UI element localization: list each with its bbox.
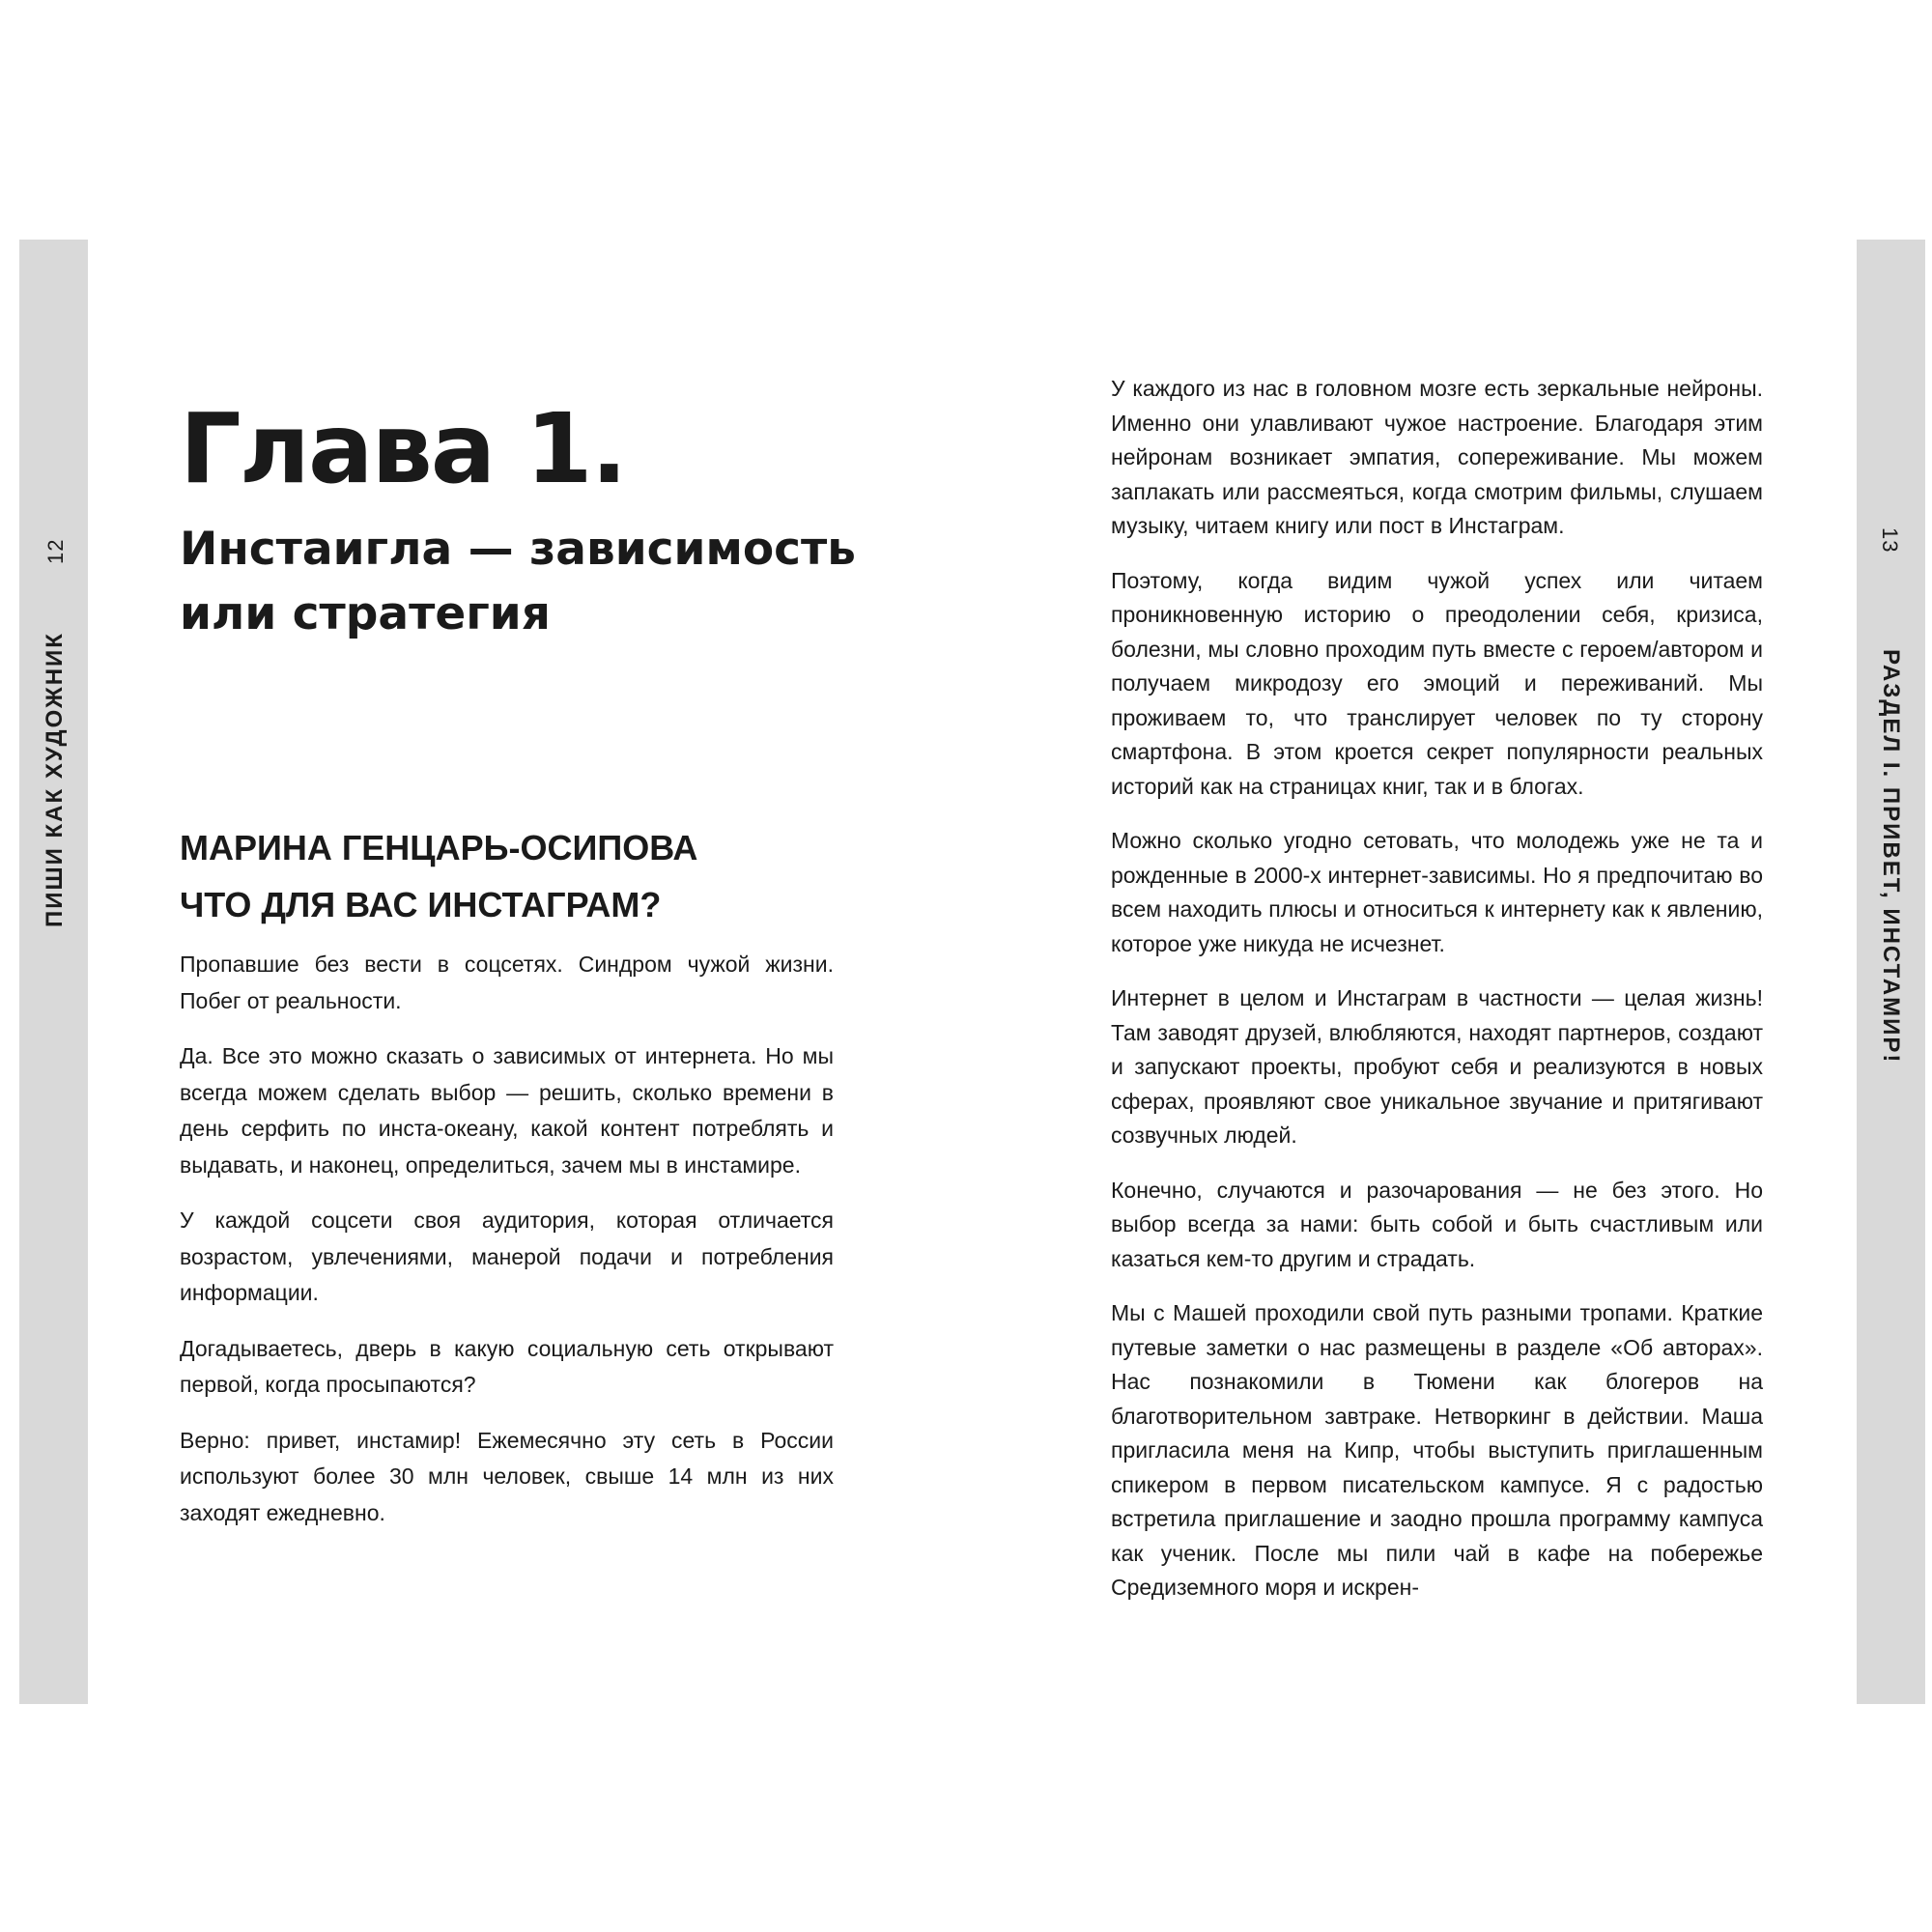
paragraph: Можно сколько угодно сетовать, что молодежь уже не та и рожденные в 2000-х интернет-зависимы. Но я предпочитаю во всем находить плюсы и относиться к интернету как к явлению, которое уже никуда не исчезнет. — [1111, 828, 1763, 956]
paragraph: Да. Все это можно сказать о зависимых от интернета. Но мы всегда можем сделать выбор — решить, сколько времени в день серфить по инста-океану, какой контент потреблять и выдавать, и наконец, определиться, зачем мы в инстамире. — [180, 1043, 834, 1178]
chapter-title: Инстаигла — зависимость или стратегия — [180, 523, 856, 640]
paragraph: Мы с Машей проходили свой путь разными тропами. Краткие путевые заметки о нас размещены в разделе «Об авторах». Нас познакомили в Тюмени как блогеров на благотворительном завтраке. Нетворкинг в действии. Маша пригласила меня на Кипр, чтобы выступить приглашенным спикером в первом писательском кампусе. Я с радостью встретила приглашение и заодно прошла программу кампуса как ученик. После мы пили чай в кафе на побережье Средиземного моря и искрен- — [1111, 1300, 1763, 1600]
running-head-left: ПИШИ КАК ХУДОЖНИК — [41, 632, 68, 927]
paragraph: У каждой соцсети своя аудитория, которая отличается возрастом, увлечениями, манерой подачи и потребления информации. — [180, 1208, 834, 1305]
section-question: ЧТО ДЛЯ ВАС ИНСТАГРАМ? — [180, 885, 662, 924]
paragraph: Поэтому, когда видим чужой успех или читаем проникновенную историю о преодолении себя, кризиса, болезни, мы словно проходим путь вместе с героем/автором и получаем микродозу его эмоций и переживаний. Мы проживаем то, что транслирует человек по ту сторону смартфона. В этом кроется секрет популярности реальных историй как на страницах книг, так и в блогах. — [1111, 567, 1763, 799]
paragraph: Верно: привет, инстамир! Ежемесячно эту сеть в России используют более 30 млн человек, свыше 14 млн из них заходят ежедневно. — [180, 1427, 834, 1525]
left-margin-strip — [19, 240, 88, 1704]
paragraph: Пропавшие без вести в соцсетях. Синдром чужой жизни. Побег от реальности. — [180, 952, 834, 1013]
page-number-right: 13 — [1877, 527, 1902, 554]
chapter-number: Глава 1. — [180, 392, 626, 505]
left-page-body — [180, 947, 834, 1550]
paragraph: Конечно, случаются и разочарования — не без этого. Но выбор всегда за нами: быть собой и быть счастливым или казаться кем-то другим и страдать. — [1111, 1177, 1763, 1271]
paragraph: У каждого из нас в головном мозге есть зеркальные нейроны. Именно они улавливают чужое настроение. Благодаря этим нейронам возникает эмпатия, сопереживание. Мы можем заплакать или рассмеяться, когда смотрим фильмы, слушаем музыку, читаем книгу или пост в Инстаграм. — [1111, 376, 1763, 538]
paragraph: Интернет в целом и Инстаграм в частности — целая жизнь! Там заводят друзей, влюбляются, находят партнеров, создают и запускают проекты, пробуют себя и реализуются в новых сферах, проявляют свое уникальное звучание и притягивают созвучных людей. — [1111, 985, 1763, 1148]
paragraph: Догадываетесь, дверь в какую социальную сеть открывают первой, когда просыпаются? — [180, 1335, 834, 1397]
right-page-body — [1111, 372, 1763, 1626]
author-name: МАРИНА ГЕНЦАРЬ-ОСИПОВА — [180, 828, 698, 867]
page-number-left: 12 — [43, 538, 68, 564]
right-margin-strip — [1857, 240, 1925, 1704]
running-head-right: РАЗДЕЛ I. ПРИВЕТ, ИНСТАМИР! — [1877, 649, 1904, 1065]
